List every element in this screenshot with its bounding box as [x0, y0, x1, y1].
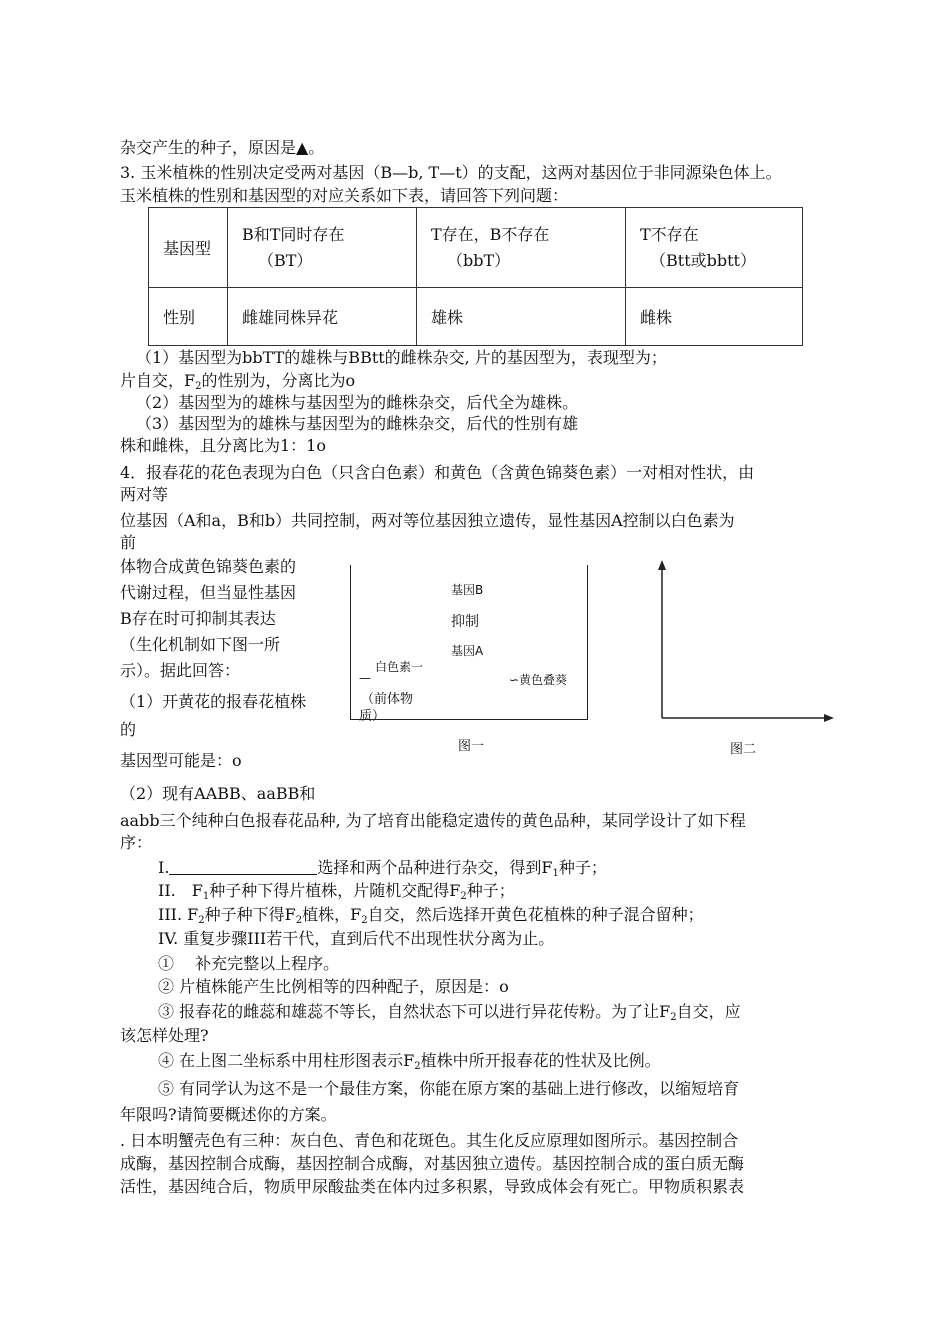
text-line: B存在时可抑制其表达: [120, 609, 276, 628]
step-4: IV. 重复步骤III若干代，直到后代不出现性状分离为止。: [158, 929, 555, 948]
text-line: 片自交，$F_2$的性别为，分离比为o: [120, 371, 356, 392]
step-1: I. 选择和两个品种进行杂交，得到$F_1$种子；: [158, 858, 607, 879]
text-line: 株和雌株，且分离比为1：1o: [120, 436, 326, 455]
figure-2-axes: [652, 560, 836, 724]
text-line: 序：: [120, 833, 153, 852]
gene-b-label: 基因B: [451, 583, 484, 597]
x-axis-arrow: [824, 714, 834, 722]
table-header-sex: 性别: [149, 288, 228, 346]
y-axis-arrow: [658, 560, 666, 570]
figure-1-caption: 图一: [458, 739, 485, 754]
precursor-label: 质）: [359, 709, 386, 724]
text-line: 基因型可能是：o: [120, 751, 242, 770]
text-line: 玉米植株的性别和基因型的对应关系如下表，请回答下列问题：: [120, 186, 569, 205]
text-line: 代谢过程，但当显性基因: [120, 583, 297, 602]
text-line: 的: [120, 720, 137, 739]
text-line: aabb三个纯种白色报春花品种, 为了培育出能稳定遗传的黄色品种，某同学设计了如下程: [120, 811, 746, 830]
cell-line: （BT）: [258, 250, 313, 270]
text-line: 3. 玉米植株的性别决定受两对基因（B—b, T—t）的支配，这两对基因位于非同源染色体上。: [120, 163, 782, 182]
text-line: ③ 报春花的雌蕊和雄蕊不等长，自然状态下可以进行异花传粉。为了让$F_2$自交，应: [158, 1002, 741, 1023]
genotype-table: [148, 207, 803, 346]
text-line: （1）开黄花的报春花植株: [120, 692, 307, 711]
gene-a-label: 基因A: [451, 644, 484, 658]
yellow-pigment-label: ∽黄色叠葵: [509, 673, 568, 687]
text-line: 活性，基因纯合后，物质甲尿酸盐类在体内过多积累，导致成体会有死亡。甲物质积累表: [120, 1177, 745, 1196]
cell-line: T存在，B不存在: [431, 224, 550, 244]
white-pigment-label: 白色素一: [375, 660, 424, 674]
table-cell: 雌雄同株异花: [228, 288, 417, 346]
text-line: （生化机制如下图一所: [120, 635, 281, 654]
table-header-genotype: 基因型: [149, 208, 228, 288]
text-line: （2）现有AABB、aaBB和: [120, 784, 316, 803]
text-line: （1）基因型为bbTT的雄株与BBtt的雌株杂交, 片的基因型为，表现型为；: [136, 348, 667, 367]
precursor-label: （前体物: [361, 692, 414, 707]
text-line: . 日本明蟹壳色有三种：灰白色、青色和花斑色。其生化反应原理如图所示。基因控制合: [120, 1131, 739, 1150]
text-line: 成酶，基因控制合成酶，基因控制合成酶，对基因独立遗传。基因控制合成的蛋白质无酶: [120, 1154, 745, 1173]
cell-line: （bbT）: [447, 250, 511, 270]
text-line: 4．报春花的花色表现为白色（只含白色素）和黄色（含黄色锦葵色素）一对相对性状，由: [120, 463, 755, 482]
cell-line: T不存在: [640, 224, 699, 244]
text-line: 体物合成黄色锦葵色素的: [120, 557, 297, 576]
text-line: 该怎样处理?: [120, 1026, 209, 1045]
text-line: 示）。据此回答：: [120, 661, 241, 680]
cell-line: （Btt或bbtt）: [650, 250, 756, 270]
dash-label: —: [359, 671, 371, 685]
text-line: ② 片植株能产生比例相等的四种配子，原因是：o: [158, 977, 509, 996]
text-line: 位基因（A和a，B和b）共同控制，两对等位基因独立遗传，显性基因A控制以白色素为: [120, 511, 735, 530]
text-line: （2）基因型为的雄株与基因型为的雌株杂交，后代全为雄株。: [136, 393, 579, 412]
table-cell: [626, 208, 803, 288]
text-line: 前: [120, 533, 137, 552]
cell-line: B和T同时存在: [242, 224, 345, 244]
text-line: 两对等: [120, 485, 169, 504]
inhibit-label: 抑制: [451, 614, 479, 630]
text-line: ⑤ 有同学认为这不是一个最佳方案，你能在原方案的基础上进行修改，以缩短培育: [158, 1079, 740, 1098]
table-cell: [417, 208, 626, 288]
text-line: ① 补充完整以上程序。: [158, 954, 340, 973]
step-2: II. $F_1$种子种下得片植株，片随机交配得$F_2$种子；: [158, 881, 515, 902]
text-line: 杂交产生的种子，原因是▲。: [120, 138, 325, 157]
fill-blank: [169, 858, 317, 875]
table-cell: 雄株: [417, 288, 626, 346]
step-3: III. $F_2$种子种下得$F_2$植株，$F_2$自交，然后选择开黄色花植株的种子混合留种；: [158, 905, 704, 926]
text-line: ④ 在上图二坐标系中用柱形图表示$F_2$植株中所开报春花的性状及比例。: [158, 1051, 661, 1072]
table-cell: 雌株: [626, 288, 803, 346]
table-cell: [228, 208, 417, 288]
figure-1-frame: [350, 565, 588, 724]
text-line: （3）基因型为的雄株与基因型为的雌株杂交，后代的性别有雄: [136, 414, 579, 433]
figure-2-caption: 图二: [730, 742, 757, 757]
text-line: 年限吗?请简要概述你的方案。: [120, 1105, 337, 1124]
